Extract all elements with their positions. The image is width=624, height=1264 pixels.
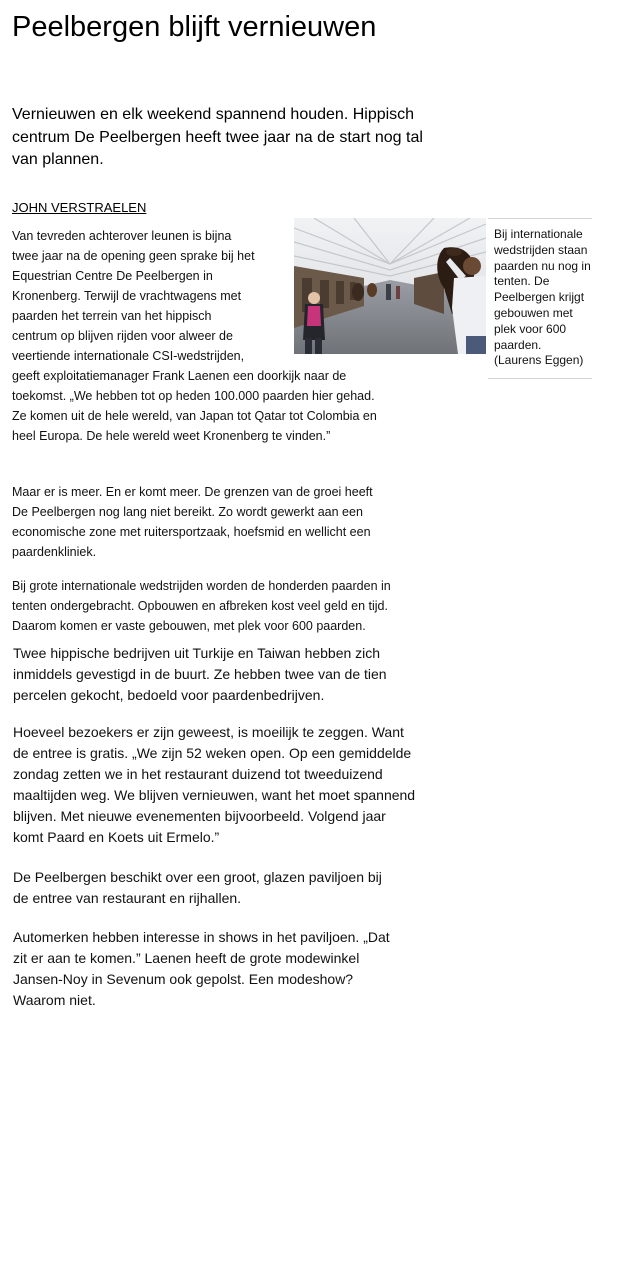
- paragraph-7: Automerken hebben interesse in shows in het paviljoen. „Dat zit er aan te komen.” Laenen heeft de grote modewinkel Jansen-Noy in Sevenum ook gepolst. Een modeshow? Waarom niet.: [13, 929, 390, 1008]
- photo-float-spacer: [256, 226, 392, 366]
- article-lead: Vernieuwen en elk weekend spannend houden. Hippisch centrum De Peelbergen heeft twee jaar na de start nog tal van plannen.: [12, 106, 423, 168]
- paragraph-2: Maar er is meer. En er komt meer. De grenzen van de groei heeft De Peelbergen nog lang niet bereikt. Zo wordt gewerkt aan een economische zone met ruitersportzaak, hoefsmid en wellicht een paardenkliniek.: [12, 485, 373, 559]
- paragraph-6: De Peelbergen beschikt over een groot, glazen paviljoen bij de entree van restaurant en rijhallen.: [13, 869, 382, 906]
- paragraph-1-part: [12, 226, 392, 446]
- photo-caption: Bij internationale wedstrijden staan paarden nu nog in tenten. De Peelbergen krijgt gebouwen met plek voor 600 paarden. (Laurens Eggen): [488, 218, 592, 379]
- paragraph-1: Van tevreden achterover leunen is bijna twee jaar na de opening geen sprake bij het Equestrian Centre De Peelbergen in Kronenberg. Terwijl de vrachtwagens met paarden het terrein van het hippisch centrum op blijven rijden voor alweer de veertiende internationale CSI-wedstrijden, geeft exploitatiemanager Frank Laenen een doorkijk naar de toekomst. „We hebben tot op heden 100.000 paarden hier gehad. Ze komen uit de hele wereld, van Japan tot Qatar tot Colombia en heel Europa. De hele wereld weet Kronenberg te vinden.”: [12, 229, 377, 443]
- article-headline: Peelbergen blijft vernieuwen: [12, 11, 377, 43]
- paragraph-3: Bij grote internationale wedstrijden worden de honderden paarden in tenten ondergebracht. Opbouwen en afbreken kost veel geld en tijd. Daarom komen er vaste gebouwen, met plek voor 600 paarden.: [12, 579, 391, 633]
- author-byline[interactable]: JOHN VERSTRAELEN: [12, 200, 147, 215]
- paragraph-5: Hoeveel bezoekers er zijn geweest, is moeilijk te zeggen. Want de entree is gratis. „We zijn 52 weken open. Op een gemiddelde zondag zetten we in het restaurant duizend tot tweeduizend maaltijden weg. We blijven vernieuwen, want het moet spannend blijven. Met nieuwe evenementen bijvoorbeeld. Volgend jaar komt Paard en Koets uit Ermelo.”: [13, 724, 416, 845]
- paragraph-4: Twee hippische bedrijven uit Turkije en Taiwan hebben zich inmiddels gevestigd in de buurt. Ze hebben twee van de tien percelen gekocht, bedoeld voor paardenbedrijven.: [13, 645, 387, 703]
